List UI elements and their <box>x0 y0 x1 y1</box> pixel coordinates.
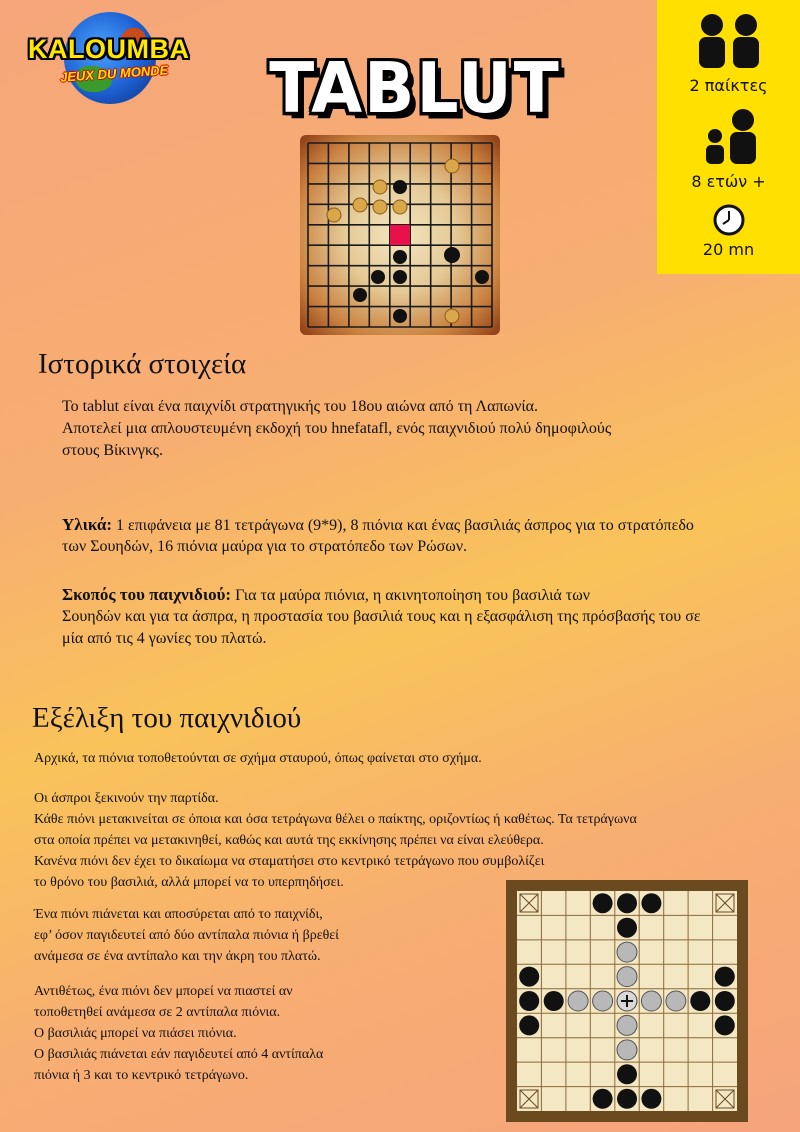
setup-board-diagram <box>506 880 748 1122</box>
gameplay-heading: Εξέλιξη του παιχνιδιού <box>32 702 302 734</box>
duration-text: 20 mn <box>702 240 755 259</box>
players-count: 2 παίκτες <box>689 76 768 95</box>
age-icon <box>701 108 761 164</box>
gameplay-intro: Αρχικά, τα πιόνια τοποθετούνται σε σχήμα σταυρού, όπως φαίνεται στο σχήμα. <box>34 751 482 766</box>
history-heading: Ιστορικά στοιχεία <box>38 348 247 380</box>
kaloumba-logo <box>24 8 199 108</box>
rule-line: Κάθε πιόνι μετακινείται σε όποια και όσα τετράγωνα θέλει ο παίκτης, οριζοντίως ή καθέτως. Τα τετράγωνα <box>34 812 637 827</box>
brand-tagline: JEUX DU MONDE <box>59 62 169 85</box>
history-line: Αποτελεί μια απλουστευμένη εκδοχή του hnefatafl, ενός παιχνιδιού πολύ δημοφιλούς <box>62 420 612 437</box>
two-players-icon <box>695 12 763 68</box>
rule-line: ανάμεσα σε ένα αντίπαλο και την άκρη του πλατώ. <box>34 949 321 964</box>
rule-line: Ένα πιόνι πιάνεται και αποσύρεται από το παιχνίδι, <box>34 907 323 922</box>
goal-line: Σουηδών και για τα άσπρα, η προστασία του βασιλιά τους και η εξασφάλιση της πρόσβασής του σε <box>62 608 701 625</box>
history-line: Το tablut είναι ένα παιχνίδι στρατηγικής του 18ου αιώνα από τη Λαπωνία. <box>62 398 538 415</box>
rule-line: Ο βασιλιάς πιάνεται εάν παγιδευτεί από 4 αντίπαλα <box>34 1047 324 1062</box>
brand-name: KALOUMBA <box>28 34 190 64</box>
history-line: στους Βίκινγκς. <box>62 442 164 459</box>
goal-line: μία από τις 4 γωνίες του πλατώ. <box>62 630 267 647</box>
age-text: 8 ετών + <box>691 172 766 191</box>
materials-label: Υλικά: <box>62 515 112 534</box>
board-photo-graphic <box>300 135 500 335</box>
rule-line: Ο βασιλιάς μπορεί να πιάσει πιόνια. <box>34 1026 237 1041</box>
page-title: TABLUT <box>269 48 561 129</box>
rule-line: Αντιθέτως, ένα πιόνι δεν μπορεί να πιαστεί αν <box>34 984 293 999</box>
rule-line: Κανένα πιόνι δεν έχει το δικαίωμα να σταματήσει στο κεντρικό τετράγωνο που συμβολίζει <box>34 854 545 869</box>
game-info-box <box>657 0 800 274</box>
goal-label: Σκοπός του παιχνιδιού: <box>62 585 232 604</box>
rule-line: πιόνια ή 3 και το κεντρικό τετράγωνο. <box>34 1068 249 1083</box>
goal-text: Για τα μαύρα πιόνια, η ακινητοποίηση του βασιλιά των <box>231 587 590 604</box>
rule-line: στα οποία πρέπει να μετακινηθεί, καθώς και αυτά της εκκίνησης πρέπει να είναι ελεύθερα. <box>34 833 544 848</box>
materials-line <box>62 514 694 537</box>
rule-line: το θρόνο του βασιλιά, αλλά μπορεί να το υπερπηδήσει. <box>34 875 344 890</box>
materials-line: των Σουηδών, 16 πιόνια μαύρα για το στρατόπεδο των Ρώσων. <box>62 538 468 555</box>
materials-text: 1 επιφάνεια με 81 τετράγωνα (9*9), 8 πιόνια και ένας βασιλιάς άσπρος για το στρατόπεδο <box>112 517 694 534</box>
rule-line: τοποθετηθεί ανάμεσα σε 2 αντίπαλα πιόνια. <box>34 1005 281 1020</box>
setup-board-graphic <box>506 880 748 1122</box>
clock-icon <box>713 204 745 236</box>
rule-line: Οι άσπροι ξεκινούν την παρτίδα. <box>34 791 219 806</box>
rule-line: εφ’ όσον παγιδευτεί από δύο αντίπαλα πιόνια ή βρεθεί <box>34 928 339 943</box>
goal-line <box>62 584 590 607</box>
tablut-board-photo <box>300 135 500 335</box>
